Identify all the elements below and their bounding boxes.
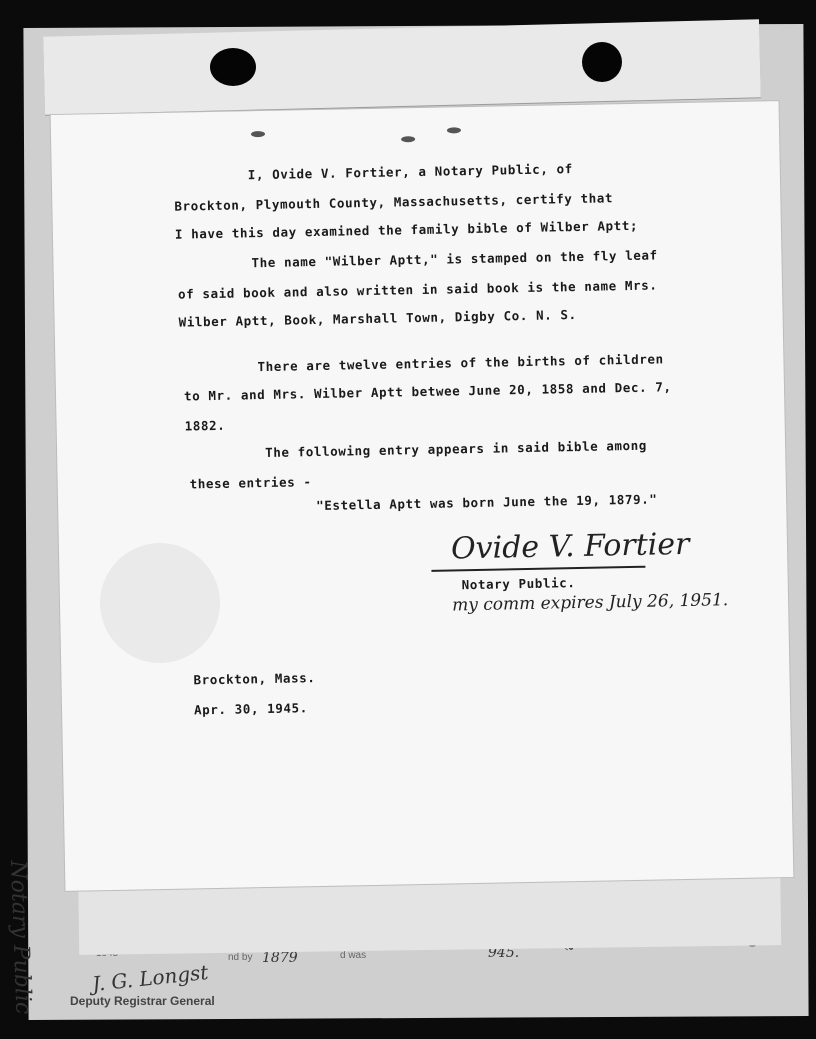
punch-mark bbox=[401, 136, 415, 142]
bottom-fragment: 1879 bbox=[262, 950, 298, 966]
notary-signature: Ovide V. Fortier bbox=[450, 526, 690, 567]
punch-hole bbox=[582, 42, 622, 82]
body-line: 1882. bbox=[184, 417, 226, 434]
place-line: Brockton, Mass. bbox=[193, 670, 316, 688]
body-line: these entries - bbox=[189, 474, 312, 492]
body-line: of said book and also written in said book is the name Mrs. bbox=[177, 277, 658, 302]
signature-line bbox=[431, 566, 645, 572]
quoted-entry: "Estella Aptt was born June the 19, 1879." bbox=[316, 491, 658, 514]
body-line: The following entry appears in said bible among bbox=[264, 437, 648, 461]
body-line: to Mr. and Mrs. Wilber Aptt betwee June 20, 1858 and Dec. 7, bbox=[183, 379, 672, 404]
bottom-fragment: nd by bbox=[228, 952, 253, 963]
handwritten-notary: Notary Public bbox=[5, 860, 36, 1015]
body-line: Brockton, Plymouth County, Massachusetts, certify that bbox=[174, 190, 614, 214]
punch-hole bbox=[210, 48, 256, 86]
bottom-fragment: 945. bbox=[488, 945, 520, 961]
body-line: The name "Wilber Aptt," is stamped on the fly leaf bbox=[251, 247, 658, 271]
body-line: There are twelve entries of the births of children bbox=[257, 351, 664, 375]
handwritten-signature-bottom: J. G. Longst bbox=[91, 959, 210, 997]
body-line: I, Ovide V. Fortier, a Notary Public, of bbox=[247, 161, 573, 183]
deputy-registrar-label: Deputy Registrar General bbox=[70, 994, 215, 1008]
faded-stamp bbox=[99, 542, 221, 664]
punch-mark bbox=[251, 131, 265, 137]
body-line: I have this day examined the family bible of Wilber Aptt; bbox=[174, 217, 639, 242]
notary-letter bbox=[51, 101, 794, 891]
signature-title: Notary Public. bbox=[461, 575, 576, 593]
date-line: Apr. 30, 1945. bbox=[193, 700, 308, 718]
body-line: Wilber Aptt, Book, Marshall Town, Digby Co. N. S. bbox=[178, 306, 577, 330]
bottom-fragment: d was bbox=[340, 950, 367, 961]
punch-mark bbox=[447, 127, 461, 133]
commission-note: my comm expires July 26, 1951. bbox=[451, 590, 729, 616]
